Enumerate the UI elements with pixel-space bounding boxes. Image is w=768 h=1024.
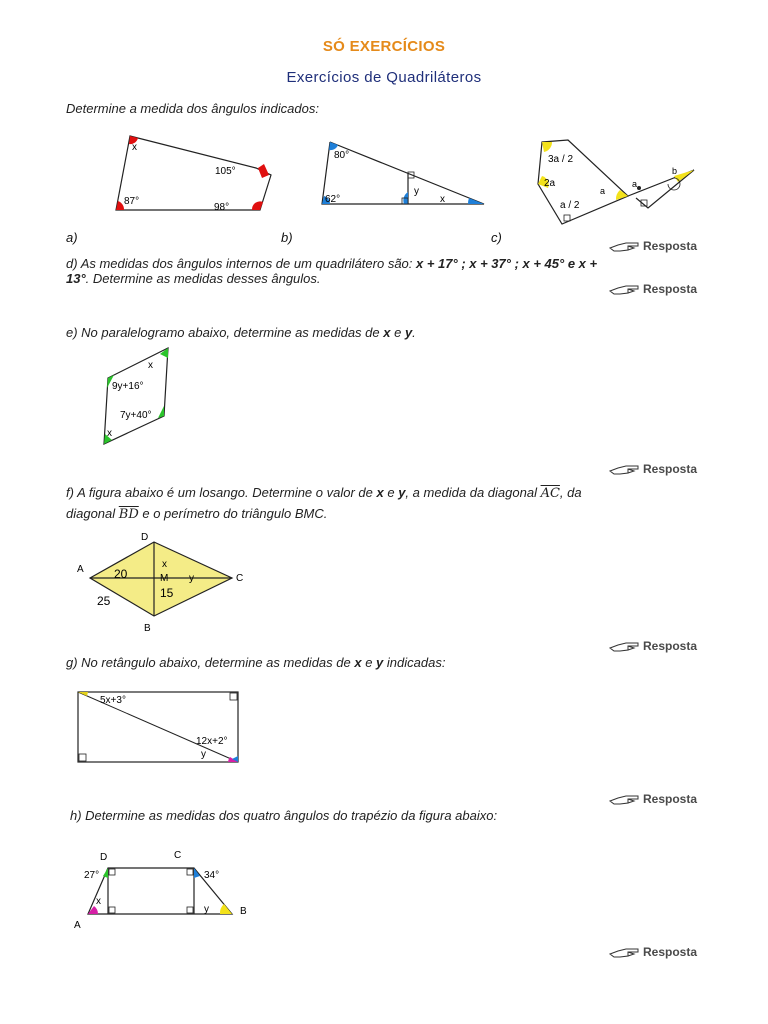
question-e (66, 325, 416, 340)
fig-h-A: A (74, 920, 81, 931)
fig-f-15: 15 (160, 586, 174, 600)
fig-c-a1: a (600, 186, 606, 196)
fig-e-x-bot: x (107, 428, 112, 439)
angle-marker (78, 692, 88, 696)
label-b: b) (281, 230, 293, 245)
fig-c-2a: 2a (544, 178, 556, 189)
figure-g-rectangle (74, 688, 244, 768)
fig-h-B: B (240, 906, 247, 917)
question-f-da: , da (559, 485, 582, 500)
question-g-end: indicadas: (383, 655, 446, 670)
question-e-y: y (404, 325, 413, 340)
resposta-link-g[interactable] (608, 792, 697, 806)
page-title: Exercícios de Quadriláteros (286, 69, 482, 86)
figure-c-shape (528, 136, 698, 228)
question-d-values: x + 17° ; x + 37° ; x + 45° e x + (416, 256, 598, 271)
question-e-and: e (390, 325, 405, 340)
segment-ac: $\overline{AC}$ (540, 486, 560, 501)
fig-h-y: y (204, 904, 209, 915)
figure-b-triangle (318, 136, 488, 210)
angle-marker (158, 406, 164, 418)
resposta-link-abc[interactable] (608, 239, 697, 253)
figure-a-quadrilateral (108, 128, 278, 218)
question-h: h) Determine as medidas dos quatro ângulos do trapézio da figura abaixo: (70, 808, 498, 823)
angle-marker (220, 904, 232, 914)
fig-a-x: x (132, 142, 137, 153)
question-f-end: e o perímetro do triângulo BMC. (138, 506, 328, 521)
question-g (66, 655, 445, 670)
fig-b-y: y (414, 186, 419, 197)
fig-f-A: A (77, 564, 84, 575)
question-f-y: y (398, 485, 406, 500)
fig-f-20: 20 (114, 567, 128, 581)
pointing-hand-icon (608, 462, 640, 476)
resposta-label: Resposta (643, 462, 698, 476)
pointing-hand-icon (608, 945, 640, 959)
fig-f-M: M (160, 573, 169, 584)
question-f (66, 483, 716, 525)
question-g-x: x (354, 655, 362, 670)
pointing-hand-icon (608, 282, 640, 296)
fig-h-C: C (174, 850, 182, 861)
site-brand: SÓ EXERCÍCIOS (322, 38, 446, 55)
fig-a-98: 98° (214, 202, 230, 213)
fig-b-80: 80° (334, 150, 350, 161)
angle-marker (258, 164, 269, 178)
question-g-y: y (376, 655, 384, 670)
fig-f-25: 25 (97, 594, 111, 608)
question-e-text: e) No paralelogramo abaixo, determine as medidas de (66, 325, 384, 340)
label-a: a) (66, 230, 78, 245)
question-g-text: g) No retângulo abaixo, determine as medidas de (66, 655, 355, 670)
fig-b-x: x (440, 194, 445, 205)
fig-g-5x3: 5x+3° (100, 695, 126, 706)
fig-b-62: 62° (325, 194, 341, 205)
question-g-and: e (361, 655, 377, 670)
fig-g-y: y (201, 749, 206, 760)
angle-marker (468, 198, 484, 204)
fig-f-y: y (189, 573, 194, 584)
figure-f-rhombus (72, 530, 252, 634)
fig-e-9y16: 9y+16° (112, 381, 144, 392)
angle-marker (194, 868, 200, 878)
fig-g-12x2: 12x+2° (196, 736, 228, 747)
question-f-x: x (376, 485, 384, 500)
fig-c-a3: a (632, 179, 638, 189)
fig-c-a2: a / 2 (560, 200, 580, 211)
fig-f-D: D (141, 532, 149, 543)
question-f-diag-text: , a medida da diagonal (405, 485, 541, 500)
resposta-link-h[interactable] (608, 945, 697, 959)
fig-c-b: b (672, 166, 678, 176)
label-c: c) (491, 230, 502, 245)
question-f-text: f) A figura abaixo é um losango. Determine o valor de (66, 485, 377, 500)
fig-e-x-top: x (148, 360, 153, 371)
figure-h-trapezoid (70, 842, 255, 932)
fig-a-87: 87° (124, 196, 140, 207)
fig-f-C: C (236, 573, 244, 584)
pointing-hand-icon (608, 239, 640, 253)
fig-h-34: 34° (204, 870, 220, 881)
question-f-and: e (383, 485, 399, 500)
fig-f-B: B (144, 623, 151, 634)
resposta-link-e[interactable] (608, 462, 697, 476)
fig-e-7y40: 7y+40° (120, 410, 152, 421)
resposta-label: Resposta (643, 239, 698, 253)
fig-h-x: x (96, 896, 101, 907)
figure-e-parallelogram (98, 344, 178, 448)
question-d-text: d) As medidas dos ângulos internos de um quadrilátero são: (66, 256, 416, 271)
pointing-hand-icon (608, 792, 640, 806)
angle-marker (542, 142, 552, 152)
question-d-value-13: 13° (66, 271, 86, 286)
question-e-period: . (412, 325, 416, 340)
intro-text: Determine a medida dos ângulos indicados: (66, 101, 319, 116)
fig-c-3a2: 3a / 2 (548, 154, 574, 165)
resposta-label: Resposta (643, 282, 698, 296)
resposta-label: Resposta (643, 945, 698, 959)
fig-h-D: D (100, 852, 108, 863)
fig-f-x: x (162, 559, 167, 570)
question-e-x: x (383, 325, 391, 340)
resposta-link-d[interactable] (608, 282, 697, 296)
question-d-end: . Determine as medidas desses ângulos. (85, 271, 321, 286)
angle-marker (252, 201, 263, 210)
fig-a-105: 105° (215, 166, 236, 177)
pointing-hand-icon (608, 639, 640, 653)
segment-bd: $\overline{BD}$ (118, 507, 139, 522)
fig-h-27: 27° (84, 870, 100, 881)
resposta-label: Resposta (643, 639, 698, 653)
question-f-line2: diagonal (66, 506, 119, 521)
resposta-label: Resposta (643, 792, 698, 806)
resposta-link-f[interactable] (608, 639, 697, 653)
